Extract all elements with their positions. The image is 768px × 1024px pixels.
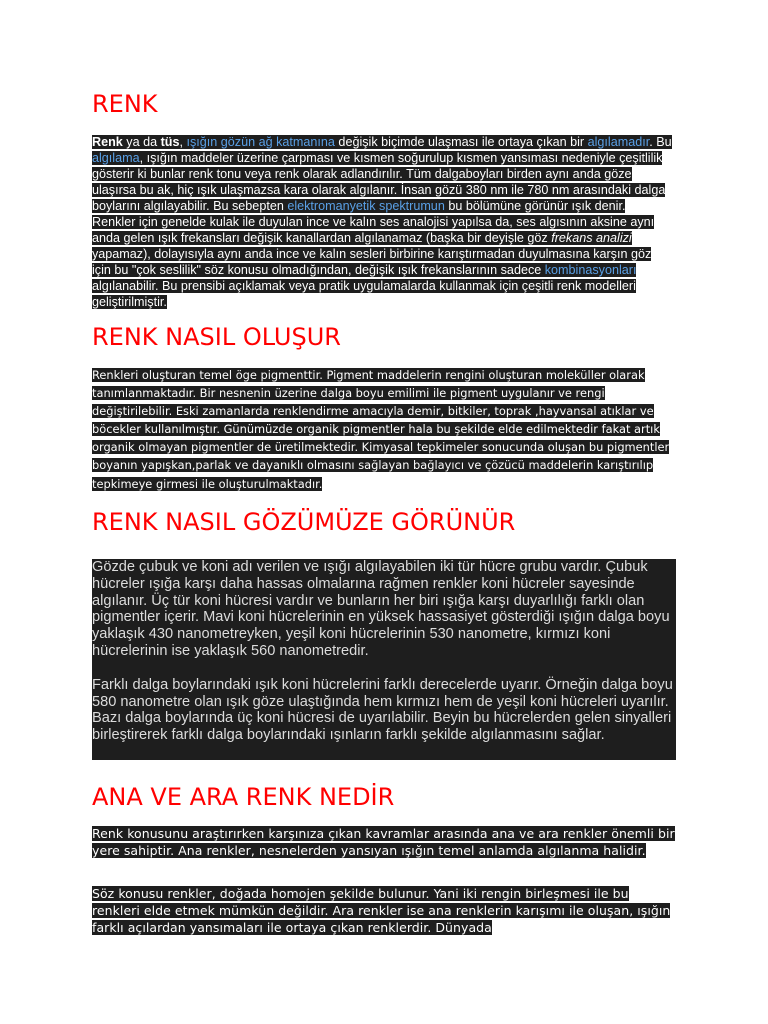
paragraph-renk-olusur xyxy=(92,366,676,493)
text-span: . Bu xyxy=(649,135,672,149)
heading-renk-gozumuze: RENK NASIL GÖZÜMÜZE GÖRÜNÜR xyxy=(92,508,516,536)
text-block-goz xyxy=(92,559,676,760)
link-kombinasyonlari[interactable]: kombinasyonları xyxy=(544,263,637,277)
heading-renk: RENK xyxy=(92,90,158,118)
text-span: , xyxy=(179,135,187,149)
link-algilama[interactable]: algılama xyxy=(92,151,140,165)
text-span: , ışığın maddeler üzerine çarpması ve kısmen soğurulup kısmen yansıması nedeniyle çeşitlilik gösterir ki bunlar renk tonu veya renk olarak adlandırılır. Tüm dalgaboyları birden aynı anda göze ulaşırsa bu ak, hiç ışık ulaşmazsa kara olarak algılanır. İnsan gözü 380 nm ile 780 nm arasındaki dalga boylarını algılayabilir. Bu sebepten xyxy=(92,151,666,213)
term-frekans-analizi: frekans analizi xyxy=(551,231,632,245)
heading-renk-nasil-olusur: RENK NASIL OLUŞUR xyxy=(92,323,341,351)
term-renk: Renk xyxy=(92,135,123,149)
text-span: bu bölümüne görünür ışık denir. Renkler için genelde kulak ile duyulan ince ve kalın ses analojisi yapılsa da, ses algısının aksine aynı anda gelen ışık frekansları değişik kanallardan algılanamaz (başka bir deyişle göz xyxy=(92,199,655,245)
paragraph-ana-renk-1 xyxy=(92,825,676,859)
text-span: yapamaz), dolayısıyla aynı anda ince ve kalın sesleri birbirine karıştırmadan duyulmasına karşın göz için bu "çok seslilik" söz konusu olmadığından, değişik ışık frekanslarının sadece xyxy=(92,247,652,277)
link-elektromanyetik-spektrum[interactable]: elektromanyetik spektrumun xyxy=(287,199,445,213)
paragraph-ana-renk-2 xyxy=(92,885,676,936)
link-isigin-gozun[interactable]: ışığın gözün ağ katmanına xyxy=(186,135,335,149)
paragraph-renk xyxy=(92,134,672,310)
term-tus: tüs xyxy=(160,135,180,149)
text-span: değişik biçimde ulaşması ile ortaya çıkan bir xyxy=(334,135,588,149)
text-span: Renk konusunu araştırırken karşınıza çıkan kavramlar arasında ana ve ara renkler önemli bir yere sahiptir. Ana renkler, nesnelerden yansıyan ışığın temel anlamda algılanma halidir. xyxy=(92,826,675,858)
paragraph-goz-2: Farklı dalga boylarındaki ışık koni hücrelerini farklı derecelerde uyarır. Örneğin dalga boyu 580 nanometre olan ışık göze ulaştığında hem kırmızı hem de yeşil koni hücreleri uyarılır. Bazı dalga boylarında üç koni hücresi de uyarılabilir. Beyin bu hücrelerden gelen sinyalleri birleştirerek farklı dalga boylarındaki ışınların farklı şekilde algılanmasını sağlar. xyxy=(92,676,673,744)
link-algilamadir[interactable]: algılamadır xyxy=(587,135,650,149)
text-span: Söz konusu renkler, doğada homojen şekilde bulunur. Yani iki rengin birleşmesi ile bu renkleri elde etmek mümkün değildir. Ara renkler ise ana renklerin karışımı ile oluşan, ışığın farklı açılardan yansımaları ile ortaya çıkan renklerdir. Dünyada xyxy=(92,886,671,935)
paragraph-goz-1: Gözde çubuk ve koni adı verilen ve ışığı algılayabilen iki tür hücre grubu vardır. Çubuk hücreler ışığa karşı daha hassas olmalarına rağmen renkler koni hücreler sayesinde algılanır. Üç tür koni hücresi vardır ve bunların her biri ışığa karşı duyarlılığı farklı olan pigmentler içerir. Mavi koni hücrelerinin en yüksek hassasiyet gösterdiği ışığın dalga boyu yaklaşık 430 nanometreyken, yeşil koni hücrelerinin 530 nanometre, kırmızı koni hücrelerinin ise yaklaşık 560 nanometredir. xyxy=(92,559,670,659)
text-span: Renkleri oluşturan temel öge pigmenttir. Pigment maddelerin rengini oluşturan moleküller olarak tanımlanmaktadır. Bir nesnenin üzerine dalga boyu emilimi ile pigment uygulanır ve rengi değiştirilebilir. Eski zamanlarda renklendirme amacıyla demir, bitkiler, toprak ,hayvansal atıklar ve böcekler kullanılmıştır. Günümüzde organik pigmentler hala bu şekilde elde edilmektedir fakat artık organik olmayan pigmentler de üretilmektedir. Kimyasal tepkimeler sonucunda oluşan bu pigmentler boyanın yapışkan,parlak ve dayanıklı olmasını sağlayan bağlayıcı ve çözücü maddelerin karıştırılıp tepkimeye girmesi ile oluşturulmaktadır. xyxy=(92,368,670,491)
heading-ana-ara-renk: ANA VE ARA RENK NEDİR xyxy=(92,783,395,811)
text-span: ya da xyxy=(122,135,161,149)
text-span: algılanabilir. Bu prensibi açıklamak veya pratik uygulamalarda kullanmak için çeşitli renk modelleri geliştirilmiştir. xyxy=(92,279,636,309)
